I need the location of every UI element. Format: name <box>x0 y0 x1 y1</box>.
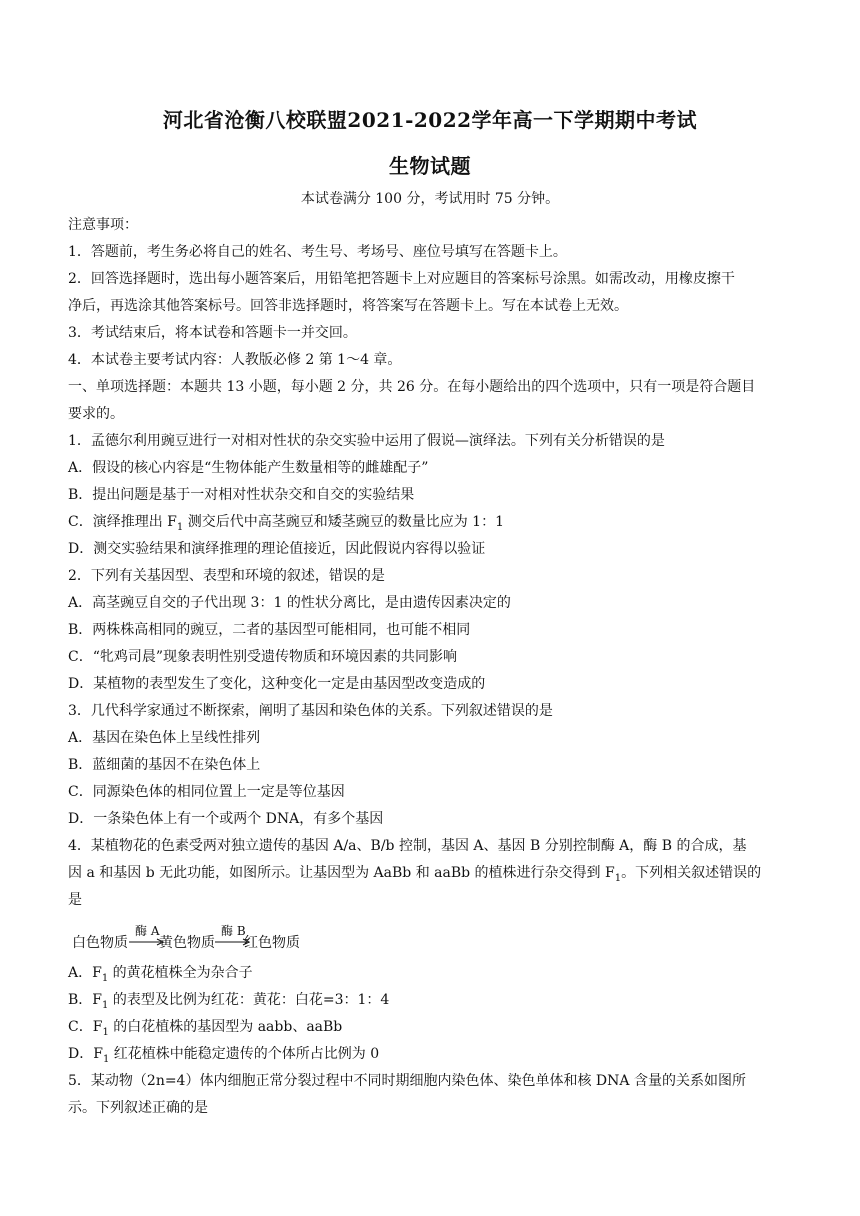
question-3-option-b: B．蓝细菌的基因不在染色体上 <box>68 757 261 773</box>
question-1-option-a: A．假设的核心内容是“生物体能产生数量相等的雌雄配子” <box>68 460 429 476</box>
enzyme-a-label: 酶 A <box>135 924 160 938</box>
question-2-option-c: C．“牝鸡司晨”现象表明性别受遗传物质和环境因素的共同影响 <box>68 649 458 665</box>
question-1-option-d: D．测交实验结果和演绎推理的理论值接近，因此假说内容得以验证 <box>68 541 486 557</box>
notes-heading: 注意事项： <box>68 217 138 233</box>
question-3-option-a: A．基因在染色体上呈线性排列 <box>68 730 261 746</box>
exam-subtitle: 生物试题 <box>389 154 471 178</box>
question-2-option-b: B．两株株高相同的豌豆，二者的基因型可能相同，也可能不相同 <box>68 622 471 638</box>
question-3-option-c: C．同源染色体的相同位置上一定是等位基因 <box>68 784 345 800</box>
question-4-stem-end: 是 <box>68 892 82 908</box>
note-item: 2．回答选择题时，选出每小题答案后，用铅笔把答题卡上对应题目的答案标号涂黑。如需改动，用橡皮擦干 <box>68 271 735 287</box>
question-1-stem: 1．孟德尔利用豌豆进行一对相对性状的杂交实验中运用了假说—演绎法。下列有关分析错误的是 <box>68 433 665 449</box>
question-1-option-c: C．演绎推理出 $F_1$ 测交后代中高茎豌豆和矮茎豌豆的数量比应为 1：1 <box>68 514 504 533</box>
question-3-stem: 3．几代科学家通过不断探索，阐明了基因和染色体的关系。下列叙述错误的是 <box>68 703 553 719</box>
note-item: 净后，再选涂其他答案标号。回答非选择题时，将答案写在答题卡上。写在本试卷上无效。 <box>68 298 628 314</box>
note-item: 3．考试结束后，将本试卷和答题卡一并交回。 <box>68 325 357 341</box>
question-4-stem-cont: 因 a 和基因 b 无此功能，如图所示。让基因型为 AaBb 和 aaBb 的植株进行杂交得到 $F_1$。下列相关叙述错误的 <box>68 865 762 884</box>
white-substance-label: 白色物质 <box>72 935 128 951</box>
pigment-pathway-diagram <box>72 924 432 954</box>
yellow-substance-label: 黄色物质 <box>159 935 215 951</box>
question-5-stem: 5．某动物（2n=4）体内细胞正常分裂过程中不同时期细胞内染色体、染色单体和核 DNA 含量的关系如图所 <box>68 1073 746 1089</box>
note-item: 1．答题前，考生务必将自己的姓名、考生号、考场号、座位号填写在答题卡上。 <box>68 244 567 260</box>
exam-title: 河北省沧衡八校联盟2021-2022学年高一下学期期中考试 <box>162 108 698 132</box>
question-2-option-a: A．高茎豌豆自交的子代出现 3：1 的性状分离比，是由遗传因素决定的 <box>68 595 511 611</box>
section-heading-cont: 要求的。 <box>68 406 124 422</box>
question-4-option-a: A．$F_1$ 的黄花植株全为杂合子 <box>68 965 253 984</box>
exam-info: 本试卷满分 100 分，考试用时 75 分钟。 <box>300 191 560 207</box>
enzyme-b-label: 酶 B <box>221 924 246 938</box>
question-5-stem-cont: 示。下列叙述正确的是 <box>68 1100 208 1116</box>
question-4-option-b: B．$F_1$ 的表型及比例为红花：黄花：白花=3：1：4 <box>68 992 390 1011</box>
question-4-option-c: C．$F_1$ 的白花植株的基因型为 aabb、aaBb <box>68 1019 343 1038</box>
question-2-stem: 2．下列有关基因型、表型和环境的叙述，错误的是 <box>68 568 385 584</box>
red-substance-label: 红色物质 <box>244 935 300 951</box>
note-item: 4．本试卷主要考试内容：人教版必修 2 第 1～4 章。 <box>68 352 402 368</box>
question-4-option-d: D．$F_1$ 红花植株中能稳定遗传的个体所占比例为 0 <box>68 1046 380 1065</box>
section-heading: 一、单项选择题：本题共 13 小题，每小题 2 分，共 26 分。在每小题给出的四个选项中，只有一项是符合题目 <box>68 379 756 395</box>
question-3-option-d: D．一条染色体上有一个或两个 DNA，有多个基因 <box>68 811 384 827</box>
question-4-stem: 4．某植物花的色素受两对独立遗传的基因 A/a、B/b 控制，基因 A、基因 B 分别控制酶 A，酶 B 的合成，基 <box>68 838 747 854</box>
question-1-option-b: B．提出问题是基于一对相对性状杂交和自交的实验结果 <box>68 487 415 503</box>
question-2-option-d: D．某植物的表型发生了变化，这种变化一定是由基因型改变造成的 <box>68 676 486 692</box>
